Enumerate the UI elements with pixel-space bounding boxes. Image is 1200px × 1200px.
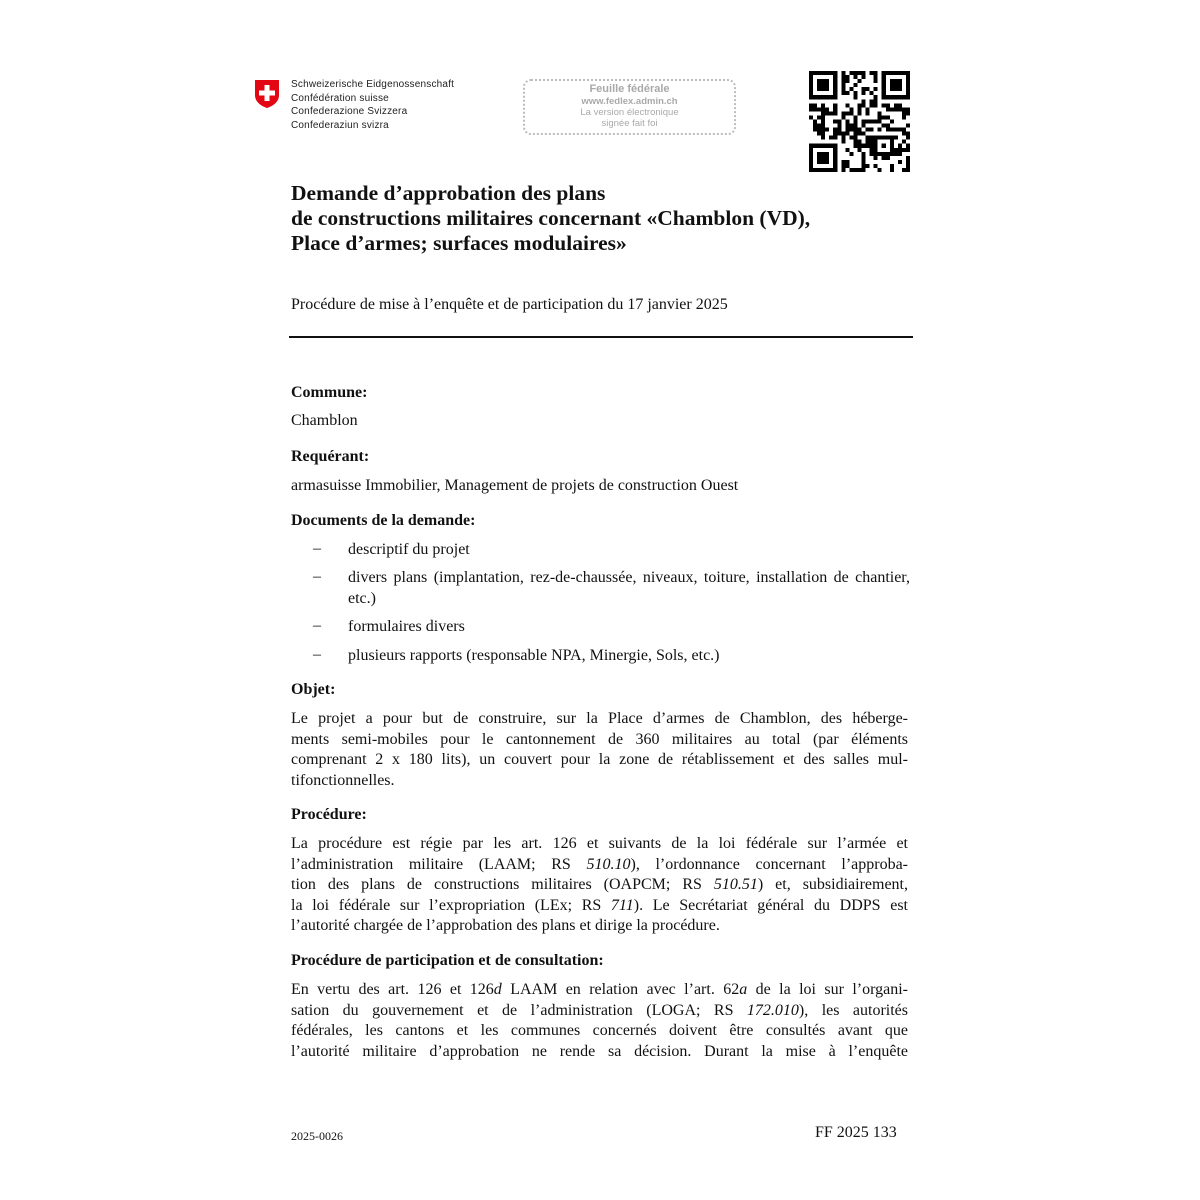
confederation-line-de: Schweizerische Eidgenossenschaft	[291, 79, 455, 90]
document-title	[291, 181, 911, 256]
list-bullet: –	[313, 540, 321, 557]
stamp-note-1: La version électronique	[580, 107, 679, 118]
paragraph-line: Le projet a pour but de construire, sur la Place d’armes de Chamblon, des héberge-	[291, 710, 908, 727]
footer-page-reference: FF 2025 133	[815, 1124, 897, 1141]
paragraph-line: fédérales, les cantons et les communes concernés doivent être consultés avant que	[291, 1022, 908, 1039]
qr-code-icon	[809, 71, 910, 172]
rs-reference: 711	[610, 896, 634, 914]
confederation-name	[291, 78, 454, 132]
paragraph-line: tion des plans de constructions militaires (OAPCM; RS 510.51) et, subsidiairement,	[291, 876, 909, 893]
confederation-line-fr: Confédération suisse	[291, 92, 389, 104]
objet-paragraph	[291, 709, 908, 791]
documents-heading: Documents de la demande:	[291, 512, 476, 529]
list-item: formulaires divers	[348, 618, 465, 635]
paragraph-line: la loi fédérale sur l’expropriation (LEx; RS 711). Le Secrétariat général du DDPS est	[291, 896, 909, 914]
title-divider	[289, 336, 913, 338]
commune-heading: Commune:	[291, 384, 368, 401]
list-item: descriptif du projet	[348, 541, 470, 558]
procedure-paragraph	[291, 834, 908, 937]
stamp-title: Feuille fédérale	[589, 83, 670, 95]
confederation-line-rm: Confederaziun svizra	[291, 119, 389, 131]
list-bullet: –	[313, 646, 321, 663]
paragraph-line: l’autorité militaire d’approbation ne rende sa décision. Durant la mise à l’enquête	[291, 1042, 908, 1060]
title-line-3: Place d’armes; surfaces modulaires»	[291, 231, 627, 255]
title-line-1: Demande d’approbation des plans	[291, 181, 606, 205]
paragraph-line: La procédure est régie par les art. 126 et suivants de la loi fédérale sur l’armée et	[291, 835, 908, 852]
document-subtitle: Procédure de mise à l’enquête et de participation du 17 janvier 2025	[291, 296, 728, 313]
rs-reference: 510.51	[713, 876, 758, 893]
paragraph-line: sation du gouvernement et de l’administration (LOGA; RS 172.010), les autorités	[291, 1001, 909, 1019]
footer-document-number: 2025-0026	[291, 1129, 343, 1143]
commune-value: Chamblon	[291, 412, 358, 429]
title-line-2: de constructions militaires concernant «Chamblon (VD),	[291, 206, 811, 230]
list-bullet: –	[313, 617, 321, 634]
paragraph-line: comprenant 2 x 180 lits), un couvert pour la zone de rétablissement et des salles mul-	[291, 751, 908, 768]
rs-reference: 510.10	[586, 855, 631, 873]
participation-heading: Procédure de participation et de consultation:	[291, 952, 604, 969]
participation-paragraph	[291, 980, 908, 1062]
paragraph-line: tifonctionnelles.	[291, 771, 395, 789]
list-item: divers plans (implantation, rez-de-chaussée, niveaux, toiture, installation de chantier, etc.)	[348, 569, 910, 607]
requerant-value: armasuisse Immobilier, Management de projets de construction Ouest	[291, 477, 739, 494]
swiss-flag-icon	[254, 79, 280, 109]
stamp-url: www.fedlex.admin.ch	[581, 96, 678, 107]
paragraph-line: En vertu des art. 126 et 126d LAAM en relation avec l’art. 62a de la loi sur l’organi-	[291, 981, 909, 998]
procedure-heading: Procédure:	[291, 806, 367, 823]
rs-reference: 172.010	[746, 1001, 799, 1019]
confederation-line-it: Confederazione Svizzera	[291, 106, 408, 117]
objet-heading: Objet:	[291, 681, 336, 698]
publication-stamp	[523, 79, 736, 135]
paragraph-line: ments semi-mobiles pour le cantonnement de 360 militaires au total (par éléments	[291, 730, 908, 748]
paragraph-line: l’administration militaire (LAAM; RS 510.10), l’ordonnance concernant l’approba-	[291, 855, 908, 873]
list-bullet: –	[313, 568, 321, 585]
list-item: plusieurs rapports (responsable NPA, Minergie, Sols, etc.)	[348, 647, 720, 664]
stamp-note-2: signée fait foi	[601, 118, 658, 129]
paragraph-line: l’autorité chargée de l’approbation des plans et dirige la procédure.	[291, 917, 720, 934]
requerant-heading: Requérant:	[291, 448, 370, 465]
